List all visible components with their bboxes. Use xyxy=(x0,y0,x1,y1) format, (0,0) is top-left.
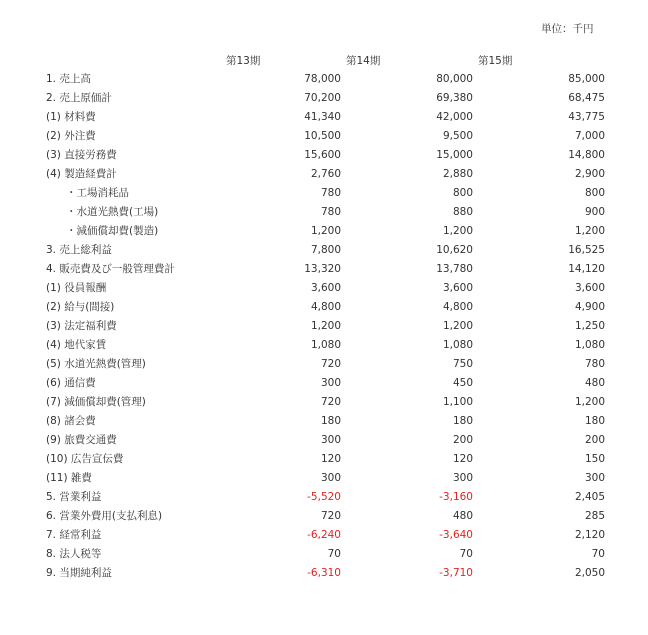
row-value: 7,800 xyxy=(310,244,341,256)
table-row xyxy=(0,355,648,374)
row-label: (7) 減価償却費(管理) xyxy=(46,396,146,408)
row-label: (8) 諸会費 xyxy=(46,415,96,427)
row-label: (11) 雑費 xyxy=(46,472,92,484)
table-row xyxy=(0,412,648,431)
table-row xyxy=(0,241,648,260)
row-value: 13,780 xyxy=(436,263,473,275)
row-value: -6,240 xyxy=(307,529,341,541)
row-value: 300 xyxy=(320,434,341,446)
row-label: 9. 当期純利益 xyxy=(46,567,112,579)
row-value: 800 xyxy=(584,187,605,199)
row-value: 180 xyxy=(452,415,473,427)
row-value: 41,340 xyxy=(304,111,341,123)
row-value: 15,600 xyxy=(304,149,341,161)
table-row xyxy=(0,526,648,545)
table-row xyxy=(0,545,648,564)
row-value: 78,000 xyxy=(304,73,341,85)
row-value: 43,775 xyxy=(568,111,605,123)
row-value: 720 xyxy=(320,396,341,408)
row-value: 70 xyxy=(327,548,341,560)
row-label: (4) 製造経費計 xyxy=(46,168,117,180)
column-header-15: 第15期 xyxy=(478,55,513,67)
row-label: 5. 営業利益 xyxy=(46,491,102,503)
row-value: -3,640 xyxy=(439,529,473,541)
table-row xyxy=(0,146,648,165)
table-row xyxy=(0,431,648,450)
row-value: 480 xyxy=(584,377,605,389)
column-header-14: 第14期 xyxy=(346,55,381,67)
row-value: 180 xyxy=(584,415,605,427)
row-value: 1,080 xyxy=(310,339,341,351)
row-value: 3,600 xyxy=(574,282,605,294)
table-row xyxy=(0,165,648,184)
row-value: 70 xyxy=(459,548,473,560)
row-value: 42,000 xyxy=(436,111,473,123)
table-row xyxy=(0,184,648,203)
row-value: 13,320 xyxy=(304,263,341,275)
table-row xyxy=(0,108,648,127)
row-value: 1,200 xyxy=(574,225,605,237)
table-row xyxy=(0,564,648,583)
income-statement-table xyxy=(0,70,648,583)
table-row xyxy=(0,279,648,298)
table-row xyxy=(0,488,648,507)
row-value: 10,620 xyxy=(436,244,473,256)
row-label: (3) 直接労務費 xyxy=(46,149,117,161)
row-value: 780 xyxy=(320,187,341,199)
row-value: 780 xyxy=(584,358,605,370)
row-label: (5) 水道光熱費(管理) xyxy=(46,358,146,370)
row-label: 4. 販売費及び一般管理費計 xyxy=(46,263,175,275)
row-value: 720 xyxy=(320,510,341,522)
row-value: 1,200 xyxy=(310,320,341,332)
table-row xyxy=(0,450,648,469)
row-value: 1,080 xyxy=(574,339,605,351)
row-value: 2,050 xyxy=(574,567,605,579)
row-value: 1,200 xyxy=(442,225,473,237)
row-label: (2) 外注費 xyxy=(46,130,96,142)
row-value: 180 xyxy=(320,415,341,427)
row-label: (3) 法定福利費 xyxy=(46,320,117,332)
row-value: 80,000 xyxy=(436,73,473,85)
table-row xyxy=(0,317,648,336)
row-value: 70 xyxy=(591,548,605,560)
row-label: 2. 売上原価計 xyxy=(46,92,112,104)
table-row xyxy=(0,393,648,412)
row-value: 750 xyxy=(452,358,473,370)
row-value: 14,120 xyxy=(568,263,605,275)
row-value: 68,475 xyxy=(568,92,605,104)
row-value: 800 xyxy=(452,187,473,199)
row-label: (1) 材料費 xyxy=(46,111,96,123)
unit-label: 単位：千円 xyxy=(541,23,594,35)
row-label: (6) 通信費 xyxy=(46,377,96,389)
row-label: ・工場消耗品 xyxy=(66,187,129,199)
row-value: 200 xyxy=(452,434,473,446)
row-value: 1,200 xyxy=(574,396,605,408)
row-value: 4,900 xyxy=(574,301,605,313)
row-value: -3,160 xyxy=(439,491,473,503)
row-label: (1) 役員報酬 xyxy=(46,282,107,294)
row-value: 70,200 xyxy=(304,92,341,104)
row-value: 300 xyxy=(452,472,473,484)
row-value: -5,520 xyxy=(307,491,341,503)
row-value: 120 xyxy=(452,453,473,465)
row-value: 720 xyxy=(320,358,341,370)
row-label: (9) 旅費交通費 xyxy=(46,434,117,446)
row-label: 6. 営業外費用(支払利息) xyxy=(46,510,163,522)
row-value: 300 xyxy=(320,472,341,484)
row-value: 300 xyxy=(320,377,341,389)
row-label: (4) 地代家賃 xyxy=(46,339,107,351)
row-value: 3,600 xyxy=(310,282,341,294)
table-row xyxy=(0,507,648,526)
row-label: 8. 法人税等 xyxy=(46,548,102,560)
row-value: 300 xyxy=(584,472,605,484)
row-value: 16,525 xyxy=(568,244,605,256)
row-value: 2,120 xyxy=(574,529,605,541)
table-row xyxy=(0,70,648,89)
row-value: 3,600 xyxy=(442,282,473,294)
table-row xyxy=(0,336,648,355)
row-value: 1,100 xyxy=(442,396,473,408)
row-value: 15,000 xyxy=(436,149,473,161)
row-value: 1,080 xyxy=(442,339,473,351)
row-label: 1. 売上高 xyxy=(46,73,91,85)
row-label: (2) 給与(間接) xyxy=(46,301,115,313)
table-row xyxy=(0,89,648,108)
row-value: 69,380 xyxy=(436,92,473,104)
row-value: 10,500 xyxy=(304,130,341,142)
row-value: 450 xyxy=(452,377,473,389)
table-row xyxy=(0,127,648,146)
table-row xyxy=(0,222,648,241)
row-value: 1,250 xyxy=(574,320,605,332)
row-value: 85,000 xyxy=(568,73,605,85)
table-row xyxy=(0,469,648,488)
row-value: 4,800 xyxy=(310,301,341,313)
row-label: 3. 売上総利益 xyxy=(46,244,112,256)
row-label: (10) 広告宣伝費 xyxy=(46,453,124,465)
row-value: -6,310 xyxy=(307,567,341,579)
column-header-13: 第13期 xyxy=(226,55,261,67)
row-value: 2,880 xyxy=(442,168,473,180)
table-row xyxy=(0,203,648,222)
row-value: 285 xyxy=(584,510,605,522)
row-value: 2,405 xyxy=(574,491,605,503)
row-value: 900 xyxy=(584,206,605,218)
row-value: 2,900 xyxy=(574,168,605,180)
row-value: 7,000 xyxy=(574,130,605,142)
row-value: 9,500 xyxy=(442,130,473,142)
row-value: 1,200 xyxy=(442,320,473,332)
row-value: 4,800 xyxy=(442,301,473,313)
row-label: 7. 経常利益 xyxy=(46,529,102,541)
row-value: 780 xyxy=(320,206,341,218)
table-row xyxy=(0,374,648,393)
row-label: ・水道光熱費(工場) xyxy=(66,206,159,218)
table-row xyxy=(0,298,648,317)
row-value: 2,760 xyxy=(310,168,341,180)
row-value: 150 xyxy=(584,453,605,465)
row-label: ・減価償却費(製造) xyxy=(66,225,159,237)
table-row xyxy=(0,260,648,279)
row-value: 200 xyxy=(584,434,605,446)
row-value: 880 xyxy=(452,206,473,218)
row-value: -3,710 xyxy=(439,567,473,579)
row-value: 1,200 xyxy=(310,225,341,237)
row-value: 120 xyxy=(320,453,341,465)
row-value: 480 xyxy=(452,510,473,522)
row-value: 14,800 xyxy=(568,149,605,161)
